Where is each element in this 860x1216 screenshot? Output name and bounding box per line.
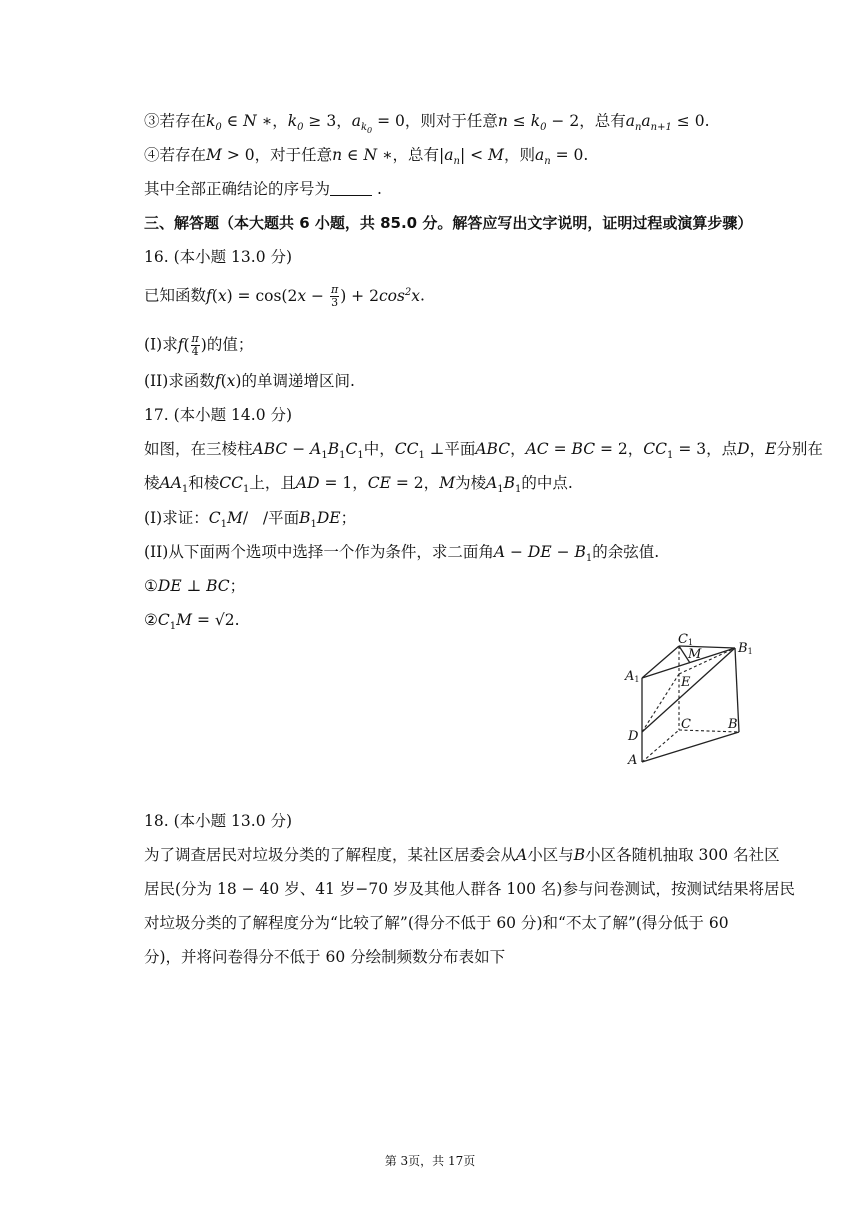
label-B1: B1 bbox=[738, 641, 753, 656]
q16-part1: (I)求f( $\frac{\pi}{4}$ )的值； bbox=[144, 332, 254, 358]
prism-solid-edges bbox=[642, 646, 739, 762]
prism-hidden-edges bbox=[642, 646, 739, 762]
statement-4: ④若存在M > 0，对于任意n ∈ N ∗，总有$|a_n| < M$，则$a_n = 0$. bbox=[144, 146, 589, 168]
label-A: A bbox=[628, 753, 638, 768]
label-E: E bbox=[681, 675, 691, 690]
answer-blank[interactable] bbox=[330, 181, 372, 196]
q18-line-2: 居民(分为 18 − 40 岁、41 岁−70 岁及其他人群各 100 名)参与问卷测试，按测试结果将居民 bbox=[144, 880, 795, 898]
label-C1: C1 bbox=[678, 632, 694, 647]
prism-figure bbox=[622, 628, 772, 770]
q17-option-1: ①DE ⊥ BC； bbox=[144, 577, 246, 595]
q18-line-3: 对垃圾分类的了解程度分为“比较了解”(得分不低于 60 分)和“不太了解”(得分低于 60 bbox=[144, 914, 729, 932]
q17-part2: (II)从下面两个选项中选择一个作为条件，求二面角A − DE − $B_1$的余弦值. bbox=[144, 543, 660, 565]
q17-option-2: $②C_1M = √2$. bbox=[144, 611, 240, 633]
q17-header: 17. (本小题 14.0 分) bbox=[144, 406, 293, 424]
label-C: C bbox=[681, 717, 691, 732]
q17-stem-line1: 如图，在三棱柱ABC − $A_1B_1C_1$中，$CC_1$ ⊥平面ABC，AC = BC = 2，$CC_1 = 3$，点D，E分别在 bbox=[144, 440, 823, 462]
q17-stem-line2: 棱$AA_1$和棱$CC_1$上，且AD = 1，CE = 2，M为棱$A_1B_1$的中点. bbox=[144, 474, 573, 496]
q17-part1: (I)求证：$C_1M/$ /平面$B_1DE$； bbox=[144, 509, 357, 531]
label-A1: A1 bbox=[625, 669, 640, 684]
label-D: D bbox=[628, 729, 639, 744]
page-footer: 第 3页，共 17页 bbox=[384, 1154, 476, 1168]
q16-part2: (II)求函数f(x)的单调递增区间. bbox=[144, 372, 355, 390]
edge-A1C1 bbox=[642, 646, 679, 678]
label-M: M bbox=[688, 647, 702, 662]
q18-line-4: 分)，并将问卷得分不低于 60 分绘制频数分布表如下 bbox=[144, 948, 506, 966]
label-B: B bbox=[728, 717, 738, 732]
q18-line-1: 为了调查居民对垃圾分类的了解程度，某社区居委会从A小区与B小区各随机抽取 300 名社区 bbox=[144, 846, 780, 864]
q16-stem: 已知函数f(x) = cos(2x − $\frac{\pi}{3}$ ) + $2\cos^2x$. bbox=[144, 283, 425, 309]
section-heading: 三、解答题（本大题共 6 小题，共 85.0 分。解答应写出文字说明，证明过程或演算步骤） bbox=[144, 214, 753, 232]
answer-blank-line: 其中全部正确结论的序号为 . bbox=[144, 180, 382, 198]
statement-3: ③若存在$k_0$ ∈ N ∗，$k_0 \ge 3$，$a_{k_0} = 0$，则对于任意$n \le k_0 - 2$，总有$a_na_{n+1} \le 0$. bbox=[144, 112, 710, 136]
edge-AB bbox=[642, 732, 739, 762]
q16-header: 16. (本小题 13.0 分) bbox=[144, 248, 293, 266]
q18-header: 18. (本小题 13.0 分) bbox=[144, 812, 293, 830]
edge-AC bbox=[642, 730, 679, 762]
